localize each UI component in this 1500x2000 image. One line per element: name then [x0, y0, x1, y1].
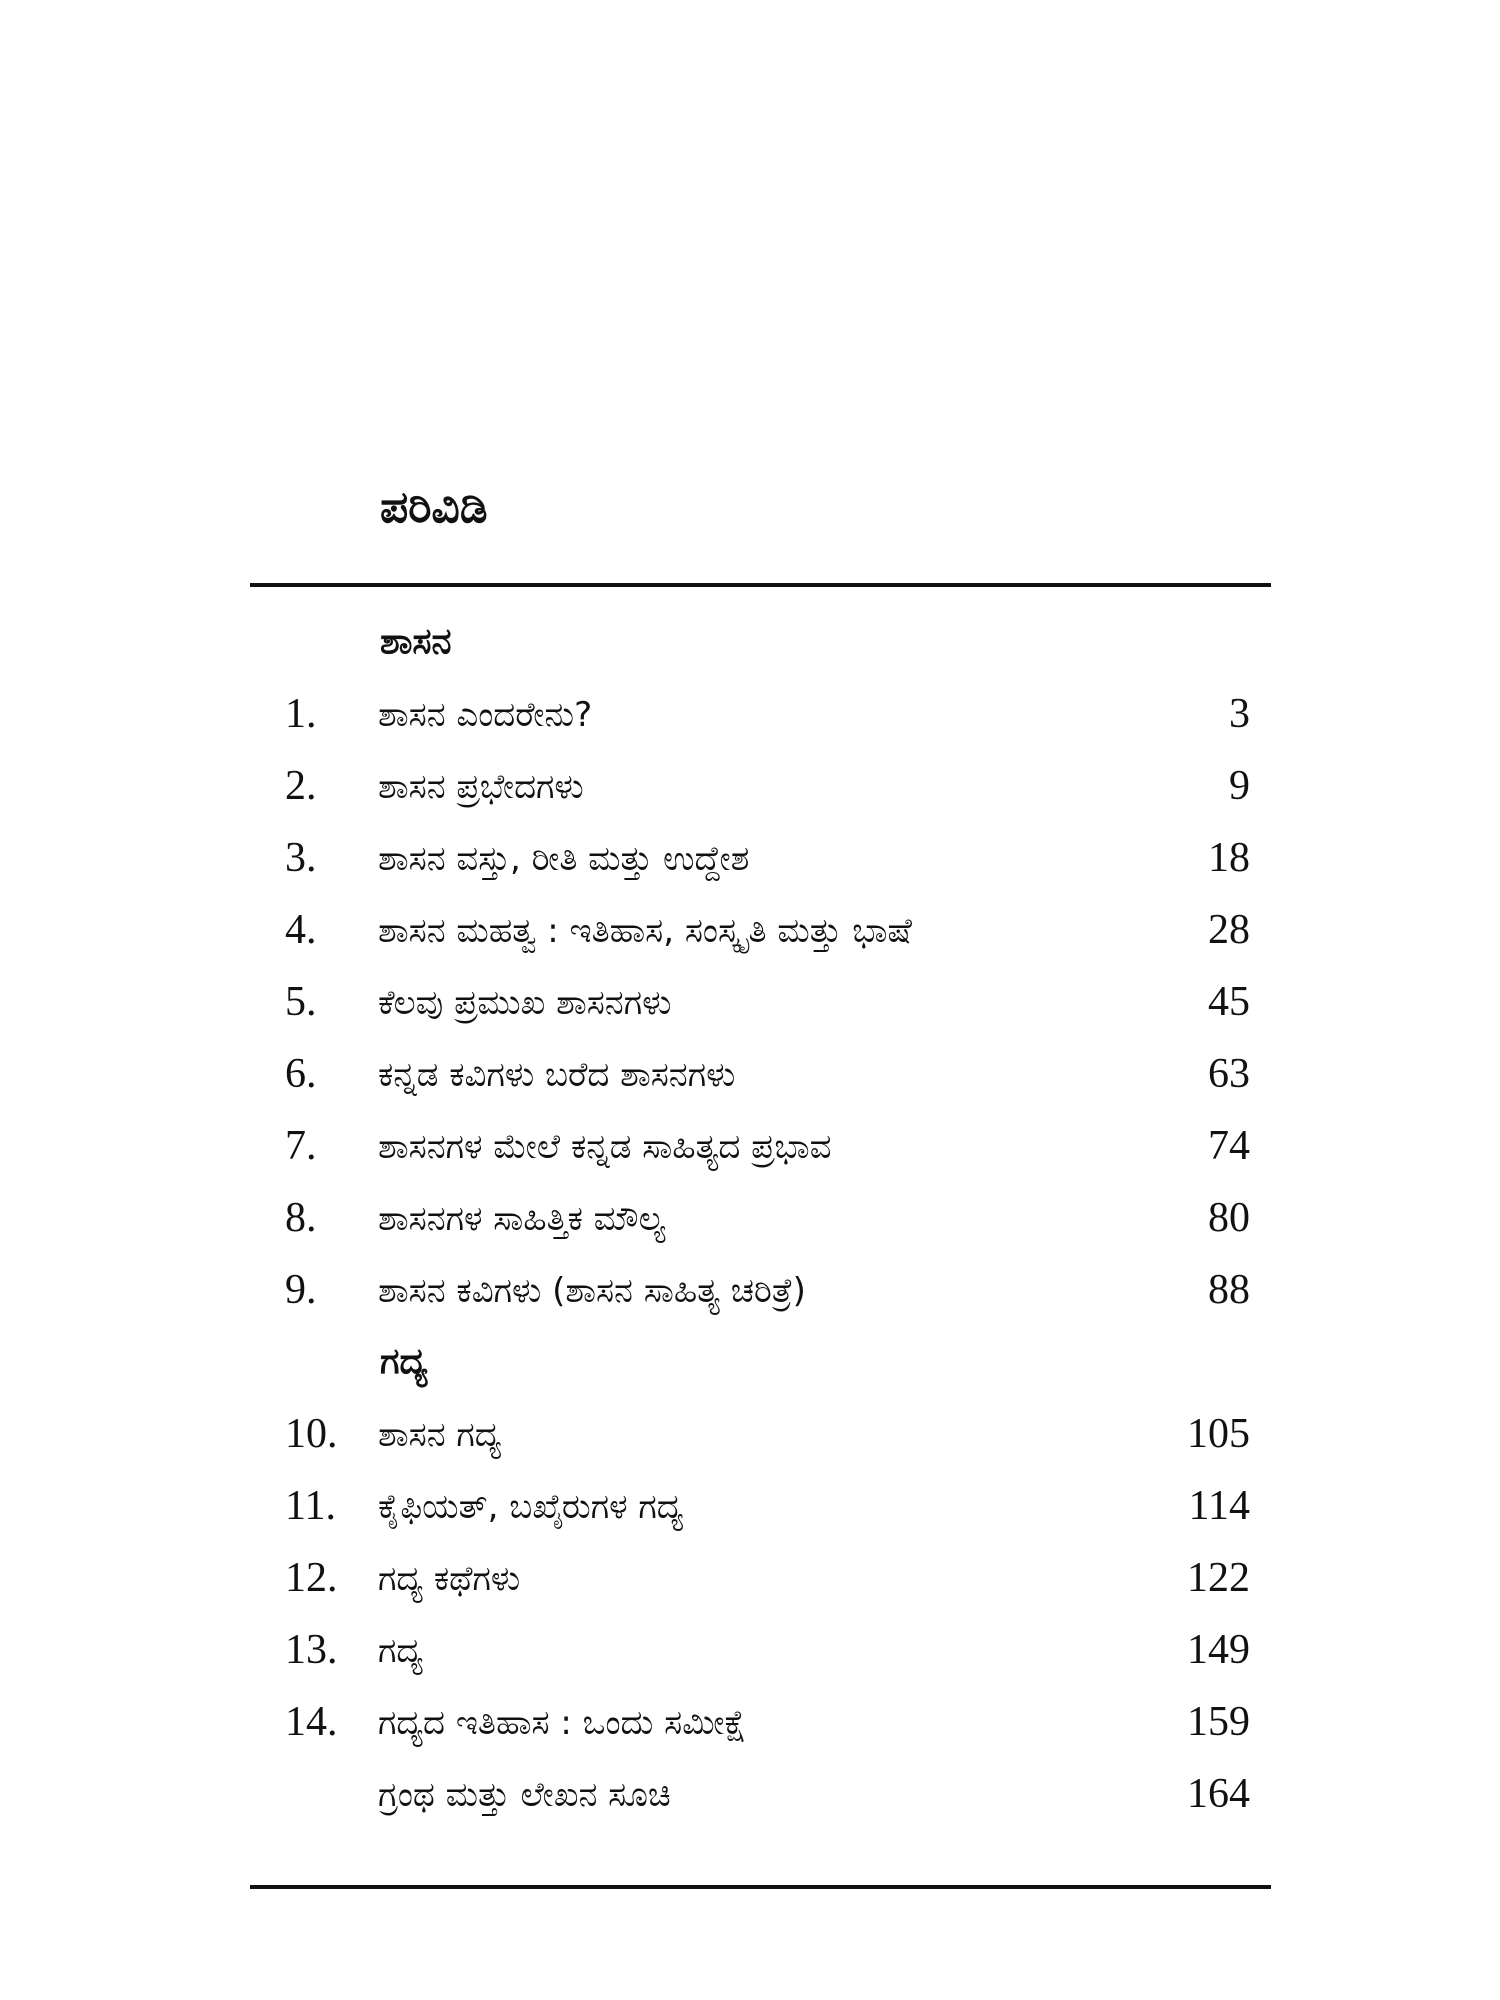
entry-title[interactable]: ಶಾಸನ ವಸ್ತು, ರೀತಿ ಮತ್ತು ಉದ್ದೇಶ	[378, 839, 750, 879]
entry-number: 10.	[285, 1411, 338, 1457]
entry-title[interactable]: ಶಾಸನ ಗದ್ಯ	[378, 1415, 502, 1455]
toc-entry[interactable]	[0, 1766, 1500, 1822]
entry-page: 74	[1208, 1123, 1250, 1169]
entry-title[interactable]: ಕನ್ನಡ ಕವಿಗಳು ಬರೆದ ಶಾಸನಗಳು	[378, 1055, 736, 1095]
entry-page: 114	[1188, 1483, 1250, 1529]
entry-number: 1.	[285, 691, 317, 737]
entry-title[interactable]: ಕೆಲವು ಪ್ರಮುಖ ಶಾಸನಗಳು	[378, 983, 672, 1023]
entry-page: 63	[1208, 1051, 1250, 1097]
toc-entry[interactable]	[0, 1478, 1500, 1534]
page-title: ಪರಿವಿಡಿ	[380, 482, 488, 533]
entry-number: 4.	[285, 907, 317, 953]
entry-page: 45	[1208, 979, 1250, 1025]
entry-title[interactable]: ಶಾಸನ ಎಂದರೇನು?	[378, 695, 593, 735]
entry-page: 9	[1229, 763, 1250, 809]
bottom-divider	[250, 1885, 1271, 1889]
entry-title[interactable]: ಗದ್ಯ	[378, 1631, 424, 1671]
entry-page: 88	[1208, 1267, 1250, 1313]
toc-entry[interactable]	[0, 1262, 1500, 1318]
entry-title[interactable]: ಶಾಸನ ಮಹತ್ವ : ಇತಿಹಾಸ, ಸಂಸ್ಕೃತಿ ಮತ್ತು ಭಾಷೆ	[378, 911, 912, 951]
entry-page: 80	[1208, 1195, 1250, 1241]
entry-page: 105	[1187, 1411, 1250, 1457]
toc-entry[interactable]	[0, 830, 1500, 886]
entry-page: 149	[1187, 1627, 1250, 1673]
entry-page: 28	[1208, 907, 1250, 953]
entry-number: 5.	[285, 979, 317, 1025]
toc-entry[interactable]	[0, 974, 1500, 1030]
entry-title[interactable]: ಶಾಸನಗಳ ಸಾಹಿತ್ತಿಕ ಮೌಲ್ಯ	[378, 1199, 666, 1239]
entry-title[interactable]: ಗ್ರಂಥ ಮತ್ತು ಲೇಖನ ಸೂಚಿ	[378, 1775, 671, 1815]
entry-number: 7.	[285, 1123, 317, 1169]
entry-title[interactable]: ಶಾಸನ ಕವಿಗಳು (ಶಾಸನ ಸಾಹಿತ್ಯ ಚರಿತ್ರೆ)	[378, 1271, 806, 1311]
entry-page: 164	[1187, 1771, 1250, 1817]
entry-number: 14.	[285, 1699, 338, 1745]
entry-number: 3.	[285, 835, 317, 881]
toc-entry[interactable]	[0, 1694, 1500, 1750]
entry-number: 2.	[285, 763, 317, 809]
entry-title[interactable]: ಶಾಸನ ಪ್ರಭೇದಗಳು	[378, 767, 584, 807]
toc-entry[interactable]	[0, 1406, 1500, 1462]
entry-number: 13.	[285, 1627, 338, 1673]
entry-number: 8.	[285, 1195, 317, 1241]
entry-number: 11.	[285, 1483, 336, 1529]
section-heading: ಶಾಸನ	[380, 621, 452, 662]
entry-page: 18	[1208, 835, 1250, 881]
entry-page: 3	[1229, 691, 1250, 737]
section-heading: ಗದ್ಯ	[380, 1341, 428, 1382]
entry-title[interactable]: ಗದ್ಯದ ಇತಿಹಾಸ : ಒಂದು ಸಮೀಕ್ಷೆ	[378, 1703, 747, 1743]
toc-entry[interactable]	[0, 1622, 1500, 1678]
entry-page: 122	[1187, 1555, 1250, 1601]
toc-entry[interactable]	[0, 902, 1500, 958]
entry-title[interactable]: ಗದ್ಯ ಕಥೆಗಳು	[378, 1559, 521, 1599]
toc-entry[interactable]	[0, 686, 1500, 742]
entry-number: 9.	[285, 1267, 317, 1313]
entry-title[interactable]: ಕೈಫಿಯತ್, ಬಖೈರುಗಳ ಗದ್ಯ	[378, 1487, 684, 1527]
toc-entry[interactable]	[0, 1550, 1500, 1606]
entry-number: 6.	[285, 1051, 317, 1097]
toc-entry[interactable]	[0, 1046, 1500, 1102]
entry-title[interactable]: ಶಾಸನಗಳ ಮೇಲೆ ಕನ್ನಡ ಸಾಹಿತ್ಯದ ಪ್ರಭಾವ	[378, 1127, 832, 1167]
top-divider	[250, 583, 1271, 587]
toc-entry[interactable]	[0, 1118, 1500, 1174]
entry-page: 159	[1187, 1699, 1250, 1745]
toc-entry[interactable]	[0, 1190, 1500, 1246]
entry-number: 12.	[285, 1555, 338, 1601]
toc-entry[interactable]	[0, 758, 1500, 814]
